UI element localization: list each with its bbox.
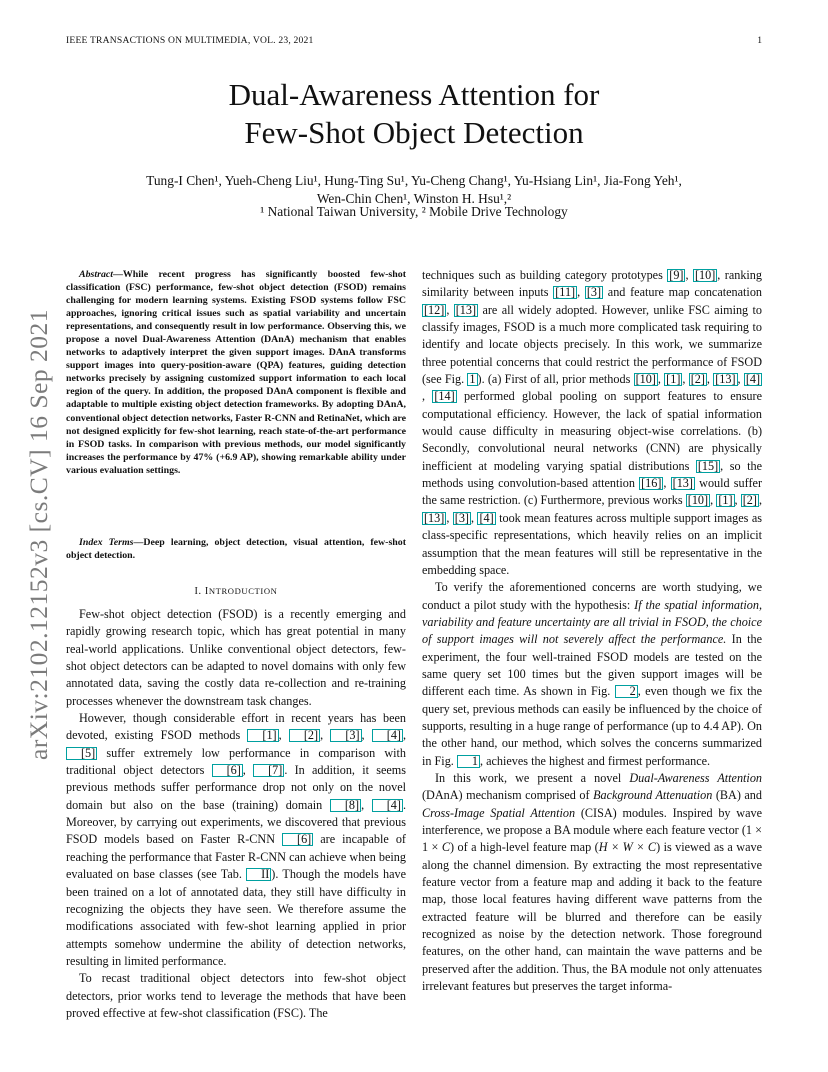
abstract	[66, 268, 406, 477]
citation-link[interactable]: [10]	[635, 372, 656, 387]
section-title-initial: I	[204, 586, 209, 597]
citation-link[interactable]: [1]	[247, 729, 278, 742]
citation-link[interactable]: [10]	[694, 268, 716, 282]
citation-link[interactable]: [15]	[697, 458, 719, 473]
index-terms-label: Index Terms	[79, 537, 134, 548]
citation-link[interactable]: [6]	[212, 764, 243, 777]
citation-link[interactable]: [5]	[66, 747, 97, 760]
citation-link[interactable]: [13]	[455, 302, 477, 317]
arxiv-stamp: arXiv:2102.12152v3 [cs.CV] 16 Sep 2021	[24, 308, 53, 760]
intro-paragraph-3: To recast traditional object detectors into few-shot object detectors, prior works tend to leverage the methods that have been proved effective at few-shot classification (FSC). The	[66, 971, 406, 1020]
citation-link[interactable]: [4]	[745, 372, 761, 387]
citation-link[interactable]: [3]	[586, 285, 602, 300]
citation-link[interactable]: [4]	[479, 510, 494, 525]
citation-link[interactable]: [4]	[372, 729, 403, 742]
citation-link[interactable]: [13]	[424, 510, 445, 525]
page-number: 1	[757, 35, 762, 46]
authors-line-2: Wen-Chin Chen¹, Winston H. Hsu¹,²	[316, 191, 512, 206]
citation-link[interactable]: [8]	[330, 799, 361, 812]
citation-link[interactable]: [10]	[687, 493, 709, 508]
figure-link[interactable]: 2	[615, 685, 638, 698]
citation-link[interactable]: [12]	[424, 302, 445, 317]
table-link[interactable]: II	[246, 868, 271, 881]
running-header: IEEE TRANSACTIONS ON MULTIMEDIA, VOL. 23, 2021	[66, 35, 314, 46]
hypothesis-text: If the spatial information, variability and feature uncertainty are all trivial in FSOD, the choice of support images will not severely affect the performance.	[422, 597, 763, 647]
author-list	[70, 172, 758, 208]
authors-line-1: Tung-I Chen¹, Yueh-Cheng Liu¹, Hung-Ting Su¹, Yu-Cheng Chang¹, Yu-Hsiang Lin¹, Jia-Fong Yeh¹,	[146, 173, 682, 188]
intro-right-column	[422, 267, 762, 995]
right-paragraph-1: techniques such as building category prototypes [9] , [10] , ranking similarity between inputs [11] , [3] and feature map concatenation [12] , [13] are all widely adopted. However, unlike FSC aiming to classify images, FSOD is a much more complicated task requiring to identify and locate objects precisely. In this work, we summarize three potential concerns that could restrict the performance of FSOD (see Fig. 1 ). (a) First of all, prior methods [10] , [1] , [2] , [13] , [4], [14] performed global pooling on support features to ensure computational efficiency. However, the lack of spatial information would cause difficulty in measuring object-wise correlations. (b) Secondly, convolutional neural networks (CNN) are physically inefficient at modeling varying spatial distributions [15] , so the methods using convolution-based attention [16] , [13] would suffer the same restriction. (c) Furthermore, previous works [10] , [1] , [2] , [13] , [3] , [4] took mean features across multiple support images as class-specific representations, which heavily relies on an implicit assumption that the mean features will still be representative in the embedding space.	[422, 268, 763, 577]
figure-link[interactable]: 1	[469, 372, 476, 387]
citation-link[interactable]: [6]	[282, 833, 313, 846]
title-line-1: Dual-Awareness Attention for	[228, 77, 600, 112]
intro-paragraph-1: Few-shot object detection (FSOD) is a recently emerging and rapidly growing research topic, which has great potential in many real-world applications. Unlike conventional object detectors, few-shot object detectors can be adapted to novel domains with only few annotated data, saving the costly data re-collection and re-training processes whenever the downstream task changes.	[66, 607, 406, 708]
citation-link[interactable]: [2]	[690, 372, 705, 387]
citation-link[interactable]: [13]	[715, 372, 736, 387]
abstract-text: —While recent progress has significantly boosted few-shot classification (FSC) performance, few-shot object detection (FSOD) remains challenging for modern learning systems. Existing FSOD systems follow FSC approaches, ignoring critical issues such as spatial variability and uncertain representations, and consequently result in low performance. Observing this, we propose a novel Dual-Awareness Attention (DAnA) mechanism that enables networks to adaptively interpret the given support images. DAnA transforms support images into query-position-aware (QPA) features, guiding detection networks precisely by assigning customized support information to each local region of the query. In addition, the proposed DAnA component is flexible and adaptable to multiple existing object detection frameworks. By adopting DAnA, conventional object detection networks, Faster R-CNN and RetinaNet, which are not designed explicitly for few-shot learning, reach state-of-the-art performance in FSOD tasks. In comparison with previous methods, our model significantly increases the performance by 47% (+6.9 AP), showing remarkable ability under various evaluation settings.	[66, 269, 407, 476]
right-paragraph-3: In this work, we present a novel Dual-Awareness Attention (DAnA) mechanism comprised of Background Attenuation (BA) and Cross-Image Spatial Attention (CISA) modules. Inspired by wave interference, we propose a BA module where each feature vector (1 × 1 × C) of a high-level feature map (H × W × C) is viewed as a wave along the channel dimension. By extracting the most representative feature vector from a feature map and adding it back to the feature map, those local features having different wave patterns from the extracted feature will be blurred and therefore can be easily recognized as noise by the detection network. Those foreground features, on the other hand, can maintain the wave patterns and be preserved after the addition. Thus, the BA module not only attenuates irrelevant features but preserves the target informa-	[422, 770, 763, 994]
citation-link[interactable]: [2]	[742, 493, 757, 508]
paper-title	[0, 76, 828, 152]
citation-link[interactable]: [1]	[666, 372, 681, 387]
section-heading	[66, 586, 406, 597]
citation-link[interactable]: [14]	[434, 389, 455, 404]
affiliations: ¹ National Taiwan University, ² Mobile Drive Technology	[260, 204, 568, 219]
index-terms-text: —Deep learning, object detection, visual attention, few-shot object detection.	[66, 537, 406, 562]
citation-link[interactable]: [11]	[555, 285, 576, 300]
intro-left-column	[66, 606, 406, 1022]
citation-link[interactable]: [1]	[718, 493, 733, 508]
section-title-rest: NTRODUCTION	[208, 586, 278, 596]
citation-link[interactable]: [3]	[330, 729, 361, 742]
citation-link[interactable]: [4]	[372, 799, 403, 812]
right-paragraph-2: To verify the aforementioned concerns are worth studying, we conduct a pilot study with the hypothesis: If the spatial information, variability and feature uncertainty are all trivial in FSOD, the choice of support images will not severely affect the performance. In the experiment, the four well-trained FSOD models are tested on the same query set 100 times but the given support images will be different each time. As shown in Fig. 2 , even though we fix the query set, previous methods can easily be influenced by the choice of supports, resulting in a huge range of performance (up to 4.4 AP). On the other hand, our method, which solves the concerns summarized in Fig. 1 , achieves the highest and firmest performance.	[422, 580, 763, 768]
citation-link[interactable]: [2]	[289, 729, 320, 742]
section-number: I.	[194, 586, 202, 597]
title-line-2: Few-Shot Object Detection	[244, 115, 584, 150]
citation-link[interactable]: [7]	[253, 764, 284, 777]
abstract-label: Abstract	[79, 269, 114, 280]
citation-link[interactable]: [3]	[454, 510, 469, 525]
index-terms	[66, 536, 406, 562]
citation-link[interactable]: [9]	[669, 268, 684, 282]
citation-link[interactable]: [16]	[641, 476, 662, 491]
citation-link[interactable]: [13]	[672, 476, 693, 491]
figure-link[interactable]: 1	[457, 755, 480, 768]
intro-paragraph-2: However, though considerable effort in recent years has been devoted, existing FSOD methods [1] , [2] , [3] , [4] , [5] suffer extremely low performance in comparison with traditional object detectors [6] , [7] . In addition, it seems previous methods suffer performance drop not only on the novel domain but also on the base (training) domain [8] , [4] . Moreover, by carrying out experiments, we discovered that previous FSOD models based on Faster R-CNN [6] are incapable of reaching the performance that Faster R-CNN can achieve when being evaluated on base classes (see Tab. II ). Though the models have been trained on a lot of annotated data, they still have difficulty in recognizing the objects they have seen. We therefore assume the modifications associated with few-shot learning applied in prior attempts somehow undermine the ability of detection networks, resulting in limited performance.	[66, 711, 407, 968]
